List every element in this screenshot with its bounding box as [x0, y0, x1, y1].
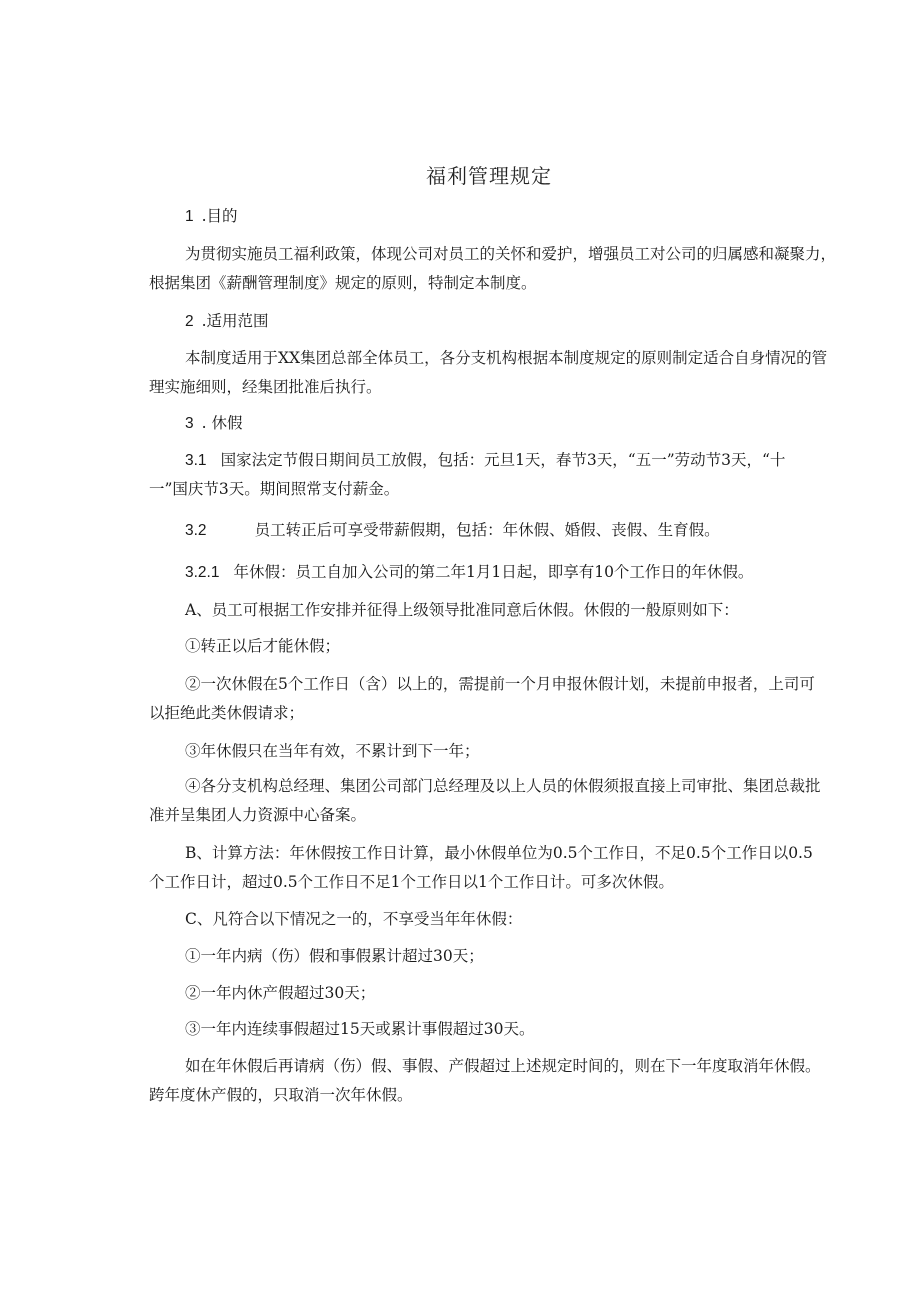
item-c: C、凡符合以下情况之一的，不享受当年年休假：: [185, 910, 523, 928]
section-heading-text: .适用范围: [201, 312, 269, 330]
section-heading-text: .目的: [201, 207, 238, 225]
item-a-3: ③年休假只在当年有效，不累计到下一年；: [185, 742, 480, 760]
paragraph-scope-line-2: 理实施细则，经集团批准后执行。: [149, 378, 382, 396]
paragraph-purpose-line-1: 为贯彻实施员工福利政策，体现公司对员工的关怀和爱护，增强员工对公司的归属感和凝聚力，: [185, 245, 837, 263]
clause-text: 员工转正后可享受带薪假期，包括：年休假、婚假、丧假、生育假。: [254, 521, 720, 539]
paragraph-purpose-line-2: 根据集团《薪酬管理制度》规定的原则，特制定本制度。: [149, 274, 537, 292]
item-b-line-1: B、计算方法：年休假按工作日计算，最小休假单位为0.5个工作日，不足0.5个工作日以0.5: [185, 844, 813, 862]
item-b-line-2: 个工作日计，超过0.5个工作日不足1个工作日以1个工作日计。可多次休假。: [149, 873, 674, 891]
section-number: 2: [185, 313, 194, 330]
item-a-1: ①转正以后才能休假；: [185, 637, 341, 655]
item-a-4-line-2: 准并呈集团人力资源中心备案。: [149, 806, 367, 824]
section-number: 3: [185, 415, 194, 432]
clause-text: 年休假：员工自加入公司的第二年1月1日起，即享有10个工作日的年休假。: [233, 563, 754, 581]
clause-3-1-line-2: 一”国庆节3天。期间照常支付薪金。: [149, 480, 400, 498]
item-a-2-line-1: ②一次休假在5个工作日（含）以上的，需提前一个月申报休假计划，未提前申报者，上司可: [185, 675, 815, 693]
item-c-3: ③一年内连续事假超过15天或累计事假超过30天。: [185, 1020, 535, 1038]
item-a-2-line-2: 以拒绝此类休假请求；: [149, 704, 305, 722]
section-heading-text: . 休假: [201, 414, 243, 432]
clause-3-1-line-1: [185, 450, 785, 471]
item-a: A、员工可根据工作安排并征得上级领导批准同意后休假。休假的一般原则如下：: [185, 601, 739, 619]
clause-3-2: [185, 520, 720, 541]
clause-number: 3.2: [185, 522, 207, 539]
item-c-1: ①一年内病（伤）假和事假累计超过30天；: [185, 947, 484, 965]
closing-paragraph-line-2: 跨年度休产假的，只取消一次年休假。: [149, 1086, 413, 1104]
section-3-heading: [185, 413, 242, 434]
item-a-4-line-1: ④各分支机构总经理、集团公司部门总经理及以上人员的休假须报直接上司审批、集团总裁批: [185, 777, 821, 795]
clause-number: 3.2.1: [185, 564, 220, 581]
section-number: 1: [185, 208, 194, 225]
clause-number: 3.1: [185, 452, 207, 469]
section-1-heading: [185, 206, 238, 227]
item-c-2: ②一年内休产假超过30天；: [185, 984, 376, 1002]
clause-3-2-1: [185, 562, 753, 583]
section-2-heading: [185, 311, 269, 332]
paragraph-scope-line-1: 本制度适用于XX集团总部全体员工，各分支机构根据本制度规定的原则制定适合自身情况的管: [185, 349, 828, 367]
document-title: 福利管理规定: [426, 164, 552, 188]
clause-text: 国家法定节假日期间员工放假，包括：元旦1天，春节3天，“五一”劳动节3天，“十: [220, 451, 786, 469]
closing-paragraph-line-1: 如在年休假后再请病（伤）假、事假、产假超过上述规定时间的，则在下一年度取消年休假。: [185, 1057, 821, 1075]
